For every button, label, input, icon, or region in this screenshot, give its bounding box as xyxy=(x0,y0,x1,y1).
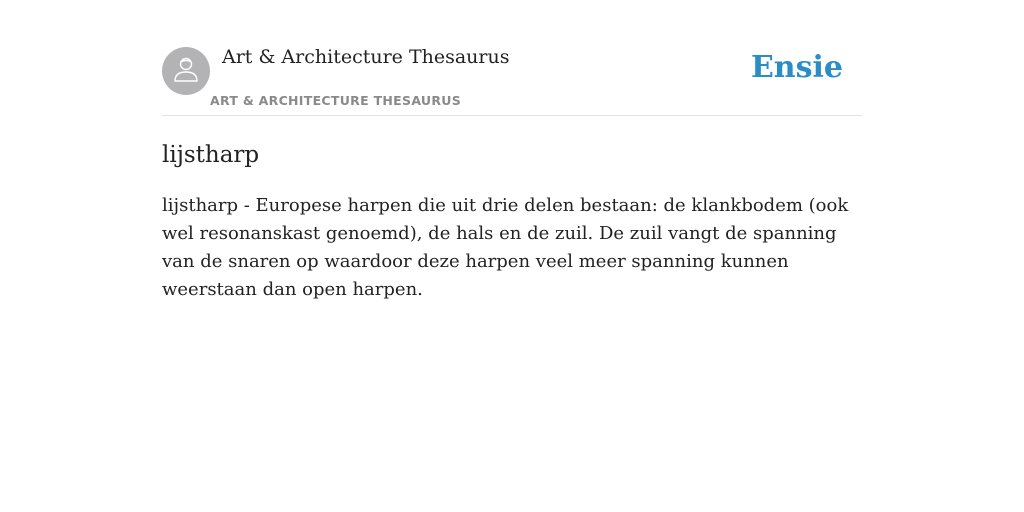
entry-title: lijstharp xyxy=(162,142,260,168)
entry-definition: lijstharp - Europese harpen die uit drie delen bestaan: de klankbodem (ook wel resonanskast genoemd), de hals en de zuil. De zuil vangt de spanning van de snaren op waardoor deze harpen veel meer spanning kunnen weerstaan dan open harpen. xyxy=(162,195,849,300)
avatar[interactable] xyxy=(162,47,210,95)
entry-header xyxy=(162,45,862,116)
page-container xyxy=(162,0,862,304)
brand-logo[interactable]: Ensie xyxy=(750,50,843,85)
source-label[interactable]: ART & ARCHITECTURE THESAURUS xyxy=(210,93,462,108)
user-icon xyxy=(171,54,201,89)
author-name[interactable]: Art & Architecture Thesaurus xyxy=(222,46,510,68)
